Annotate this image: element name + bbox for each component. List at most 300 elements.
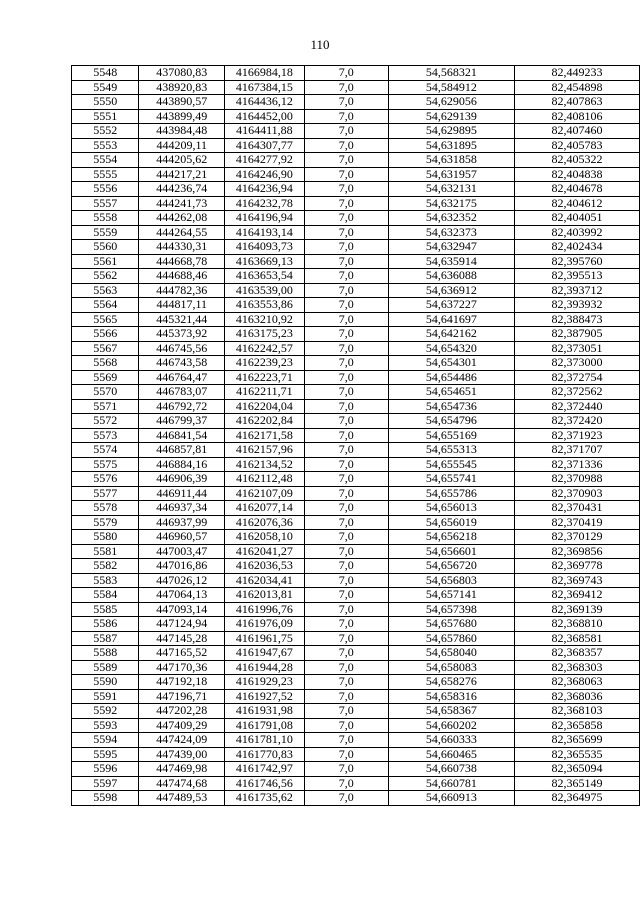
table-row: [72, 689, 640, 704]
point-number-cell: 5597: [72, 776, 139, 791]
y-coordinate-cell: 4163669,13: [225, 254, 305, 269]
longitude-cell: 82,368063: [514, 675, 639, 690]
x-coordinate-cell: 446792,72: [139, 399, 225, 414]
y-coordinate-cell: 4162107,09: [225, 486, 305, 501]
y-coordinate-cell: 4164307,77: [225, 138, 305, 153]
point-number-cell: 5554: [72, 153, 139, 168]
point-number-cell: 5586: [72, 617, 139, 632]
table-row: [72, 544, 640, 559]
point-number-cell: 5590: [72, 675, 139, 690]
value-cell: 7,0: [304, 791, 388, 806]
longitude-cell: 82,370903: [514, 486, 639, 501]
x-coordinate-cell: 446884,16: [139, 457, 225, 472]
longitude-cell: 82,373051: [514, 341, 639, 356]
point-number-cell: 5549: [72, 80, 139, 95]
longitude-cell: 82,449233: [514, 66, 639, 81]
y-coordinate-cell: 4161929,23: [225, 675, 305, 690]
value-cell: 7,0: [304, 776, 388, 791]
point-number-cell: 5552: [72, 124, 139, 139]
point-number-cell: 5567: [72, 341, 139, 356]
latitude-cell: 54,658276: [388, 675, 514, 690]
x-coordinate-cell: 447003,47: [139, 544, 225, 559]
table-row: [72, 95, 640, 110]
point-number-cell: 5561: [72, 254, 139, 269]
latitude-cell: 54,656720: [388, 559, 514, 574]
table-row: [72, 341, 640, 356]
table-row: [72, 254, 640, 269]
latitude-cell: 54,636912: [388, 283, 514, 298]
y-coordinate-cell: 4162034,41: [225, 573, 305, 588]
x-coordinate-cell: 446906,39: [139, 472, 225, 487]
y-coordinate-cell: 4162041,27: [225, 544, 305, 559]
y-coordinate-cell: 4164436,12: [225, 95, 305, 110]
latitude-cell: 54,632947: [388, 240, 514, 255]
point-number-cell: 5582: [72, 559, 139, 574]
x-coordinate-cell: 446783,07: [139, 385, 225, 400]
longitude-cell: 82,370431: [514, 501, 639, 516]
point-number-cell: 5596: [72, 762, 139, 777]
point-number-cell: 5563: [72, 283, 139, 298]
value-cell: 7,0: [304, 486, 388, 501]
table-row: [72, 211, 640, 226]
value-cell: 7,0: [304, 167, 388, 182]
y-coordinate-cell: 4161927,52: [225, 689, 305, 704]
longitude-cell: 82,372754: [514, 370, 639, 385]
point-number-cell: 5568: [72, 356, 139, 371]
longitude-cell: 82,371336: [514, 457, 639, 472]
latitude-cell: 54,658367: [388, 704, 514, 719]
value-cell: 7,0: [304, 733, 388, 748]
table-row: [72, 356, 640, 371]
x-coordinate-cell: 444330,31: [139, 240, 225, 255]
table-row: [72, 617, 640, 632]
point-number-cell: 5556: [72, 182, 139, 197]
table-row: [72, 573, 640, 588]
x-coordinate-cell: 447016,86: [139, 559, 225, 574]
value-cell: 7,0: [304, 602, 388, 617]
x-coordinate-cell: 447489,53: [139, 791, 225, 806]
x-coordinate-cell: 447409,29: [139, 718, 225, 733]
latitude-cell: 54,657398: [388, 602, 514, 617]
x-coordinate-cell: 447064,13: [139, 588, 225, 603]
x-coordinate-cell: 447145,28: [139, 631, 225, 646]
x-coordinate-cell: 446745,56: [139, 341, 225, 356]
y-coordinate-cell: 4162134,52: [225, 457, 305, 472]
latitude-cell: 54,657141: [388, 588, 514, 603]
x-coordinate-cell: 447439,00: [139, 747, 225, 762]
x-coordinate-cell: 447469,98: [139, 762, 225, 777]
longitude-cell: 82,371707: [514, 443, 639, 458]
point-number-cell: 5572: [72, 414, 139, 429]
x-coordinate-cell: 446960,57: [139, 530, 225, 545]
coordinates-table: [71, 65, 640, 806]
value-cell: 7,0: [304, 675, 388, 690]
value-cell: 7,0: [304, 762, 388, 777]
y-coordinate-cell: 4164193,14: [225, 225, 305, 240]
value-cell: 7,0: [304, 327, 388, 342]
longitude-cell: 82,372420: [514, 414, 639, 429]
table-row: [72, 646, 640, 661]
table-row: [72, 501, 640, 516]
point-number-cell: 5589: [72, 660, 139, 675]
value-cell: 7,0: [304, 240, 388, 255]
longitude-cell: 82,408106: [514, 109, 639, 124]
y-coordinate-cell: 4164236,94: [225, 182, 305, 197]
y-coordinate-cell: 4166984,18: [225, 66, 305, 81]
x-coordinate-cell: 444236,74: [139, 182, 225, 197]
value-cell: 7,0: [304, 298, 388, 313]
value-cell: 7,0: [304, 747, 388, 762]
point-number-cell: 5564: [72, 298, 139, 313]
longitude-cell: 82,365858: [514, 718, 639, 733]
latitude-cell: 54,655313: [388, 443, 514, 458]
longitude-cell: 82,369139: [514, 602, 639, 617]
latitude-cell: 54,654796: [388, 414, 514, 429]
x-coordinate-cell: 444262,08: [139, 211, 225, 226]
value-cell: 7,0: [304, 573, 388, 588]
table-row: [72, 704, 640, 719]
longitude-cell: 82,368581: [514, 631, 639, 646]
longitude-cell: 82,372440: [514, 399, 639, 414]
point-number-cell: 5562: [72, 269, 139, 284]
latitude-cell: 54,660913: [388, 791, 514, 806]
point-number-cell: 5585: [72, 602, 139, 617]
latitude-cell: 54,655741: [388, 472, 514, 487]
point-number-cell: 5559: [72, 225, 139, 240]
point-number-cell: 5571: [72, 399, 139, 414]
table-row: [72, 370, 640, 385]
point-number-cell: 5555: [72, 167, 139, 182]
y-coordinate-cell: 4163210,92: [225, 312, 305, 327]
longitude-cell: 82,371923: [514, 428, 639, 443]
point-number-cell: 5598: [72, 791, 139, 806]
y-coordinate-cell: 4162242,57: [225, 341, 305, 356]
y-coordinate-cell: 4162204,04: [225, 399, 305, 414]
x-coordinate-cell: 444817,11: [139, 298, 225, 313]
table-row: [72, 515, 640, 530]
longitude-cell: 82,369412: [514, 588, 639, 603]
y-coordinate-cell: 4161746,56: [225, 776, 305, 791]
latitude-cell: 54,654301: [388, 356, 514, 371]
longitude-cell: 82,404051: [514, 211, 639, 226]
longitude-cell: 82,393932: [514, 298, 639, 313]
longitude-cell: 82,405783: [514, 138, 639, 153]
latitude-cell: 54,660781: [388, 776, 514, 791]
latitude-cell: 54,629056: [388, 95, 514, 110]
value-cell: 7,0: [304, 414, 388, 429]
value-cell: 7,0: [304, 399, 388, 414]
latitude-cell: 54,654486: [388, 370, 514, 385]
latitude-cell: 54,636088: [388, 269, 514, 284]
y-coordinate-cell: 4164196,94: [225, 211, 305, 226]
y-coordinate-cell: 4161996,76: [225, 602, 305, 617]
longitude-cell: 82,395513: [514, 269, 639, 284]
y-coordinate-cell: 4161961,75: [225, 631, 305, 646]
longitude-cell: 82,395760: [514, 254, 639, 269]
value-cell: 7,0: [304, 631, 388, 646]
value-cell: 7,0: [304, 443, 388, 458]
latitude-cell: 54,656803: [388, 573, 514, 588]
x-coordinate-cell: 445321,44: [139, 312, 225, 327]
y-coordinate-cell: 4164452,00: [225, 109, 305, 124]
point-number-cell: 5550: [72, 95, 139, 110]
latitude-cell: 54,660333: [388, 733, 514, 748]
x-coordinate-cell: 444264,55: [139, 225, 225, 240]
x-coordinate-cell: 444205,62: [139, 153, 225, 168]
point-number-cell: 5548: [72, 66, 139, 81]
y-coordinate-cell: 4164093,73: [225, 240, 305, 255]
table-row: [72, 762, 640, 777]
latitude-cell: 54,654736: [388, 399, 514, 414]
y-coordinate-cell: 4162013,81: [225, 588, 305, 603]
longitude-cell: 82,369778: [514, 559, 639, 574]
point-number-cell: 5593: [72, 718, 139, 733]
longitude-cell: 82,368036: [514, 689, 639, 704]
longitude-cell: 82,372562: [514, 385, 639, 400]
longitude-cell: 82,404838: [514, 167, 639, 182]
value-cell: 7,0: [304, 530, 388, 545]
value-cell: 7,0: [304, 254, 388, 269]
latitude-cell: 54,631957: [388, 167, 514, 182]
latitude-cell: 54,656013: [388, 501, 514, 516]
table-row: [72, 675, 640, 690]
x-coordinate-cell: 447165,52: [139, 646, 225, 661]
latitude-cell: 54,655786: [388, 486, 514, 501]
x-coordinate-cell: 444209,11: [139, 138, 225, 153]
longitude-cell: 82,407863: [514, 95, 639, 110]
value-cell: 7,0: [304, 182, 388, 197]
x-coordinate-cell: 446937,99: [139, 515, 225, 530]
x-coordinate-cell: 446937,34: [139, 501, 225, 516]
value-cell: 7,0: [304, 66, 388, 81]
y-coordinate-cell: 4164411,88: [225, 124, 305, 139]
x-coordinate-cell: 444668,78: [139, 254, 225, 269]
latitude-cell: 54,658040: [388, 646, 514, 661]
longitude-cell: 82,404678: [514, 182, 639, 197]
table-row: [72, 414, 640, 429]
latitude-cell: 54,641697: [388, 312, 514, 327]
longitude-cell: 82,402434: [514, 240, 639, 255]
longitude-cell: 82,370988: [514, 472, 639, 487]
value-cell: 7,0: [304, 341, 388, 356]
table-row: [72, 66, 640, 81]
longitude-cell: 82,365094: [514, 762, 639, 777]
latitude-cell: 54,655169: [388, 428, 514, 443]
value-cell: 7,0: [304, 153, 388, 168]
x-coordinate-cell: 446743,58: [139, 356, 225, 371]
table-row: [72, 138, 640, 153]
x-coordinate-cell: 447093,14: [139, 602, 225, 617]
table-row: [72, 631, 640, 646]
x-coordinate-cell: 437080,83: [139, 66, 225, 81]
table-row: [72, 733, 640, 748]
value-cell: 7,0: [304, 559, 388, 574]
y-coordinate-cell: 4162112,48: [225, 472, 305, 487]
latitude-cell: 54,656601: [388, 544, 514, 559]
latitude-cell: 54,637227: [388, 298, 514, 313]
x-coordinate-cell: 443984,48: [139, 124, 225, 139]
point-number-cell: 5579: [72, 515, 139, 530]
y-coordinate-cell: 4161781,10: [225, 733, 305, 748]
point-number-cell: 5588: [72, 646, 139, 661]
table-row: [72, 327, 640, 342]
x-coordinate-cell: 447424,09: [139, 733, 225, 748]
latitude-cell: 54,657680: [388, 617, 514, 632]
table-row: [72, 747, 640, 762]
y-coordinate-cell: 4162171,58: [225, 428, 305, 443]
value-cell: 7,0: [304, 472, 388, 487]
y-coordinate-cell: 4161742,97: [225, 762, 305, 777]
point-number-cell: 5587: [72, 631, 139, 646]
y-coordinate-cell: 4161791,08: [225, 718, 305, 733]
x-coordinate-cell: 447474,68: [139, 776, 225, 791]
value-cell: 7,0: [304, 646, 388, 661]
point-number-cell: 5560: [72, 240, 139, 255]
latitude-cell: 54,660465: [388, 747, 514, 762]
longitude-cell: 82,365535: [514, 747, 639, 762]
latitude-cell: 54,642162: [388, 327, 514, 342]
point-number-cell: 5576: [72, 472, 139, 487]
latitude-cell: 54,584912: [388, 80, 514, 95]
x-coordinate-cell: 447170,36: [139, 660, 225, 675]
table-row: [72, 385, 640, 400]
table-row: [72, 298, 640, 313]
y-coordinate-cell: 4163175,23: [225, 327, 305, 342]
value-cell: 7,0: [304, 138, 388, 153]
longitude-cell: 82,368810: [514, 617, 639, 632]
y-coordinate-cell: 4161944,28: [225, 660, 305, 675]
point-number-cell: 5583: [72, 573, 139, 588]
table-row: [72, 196, 640, 211]
value-cell: 7,0: [304, 109, 388, 124]
x-coordinate-cell: 447026,12: [139, 573, 225, 588]
value-cell: 7,0: [304, 80, 388, 95]
y-coordinate-cell: 4164277,92: [225, 153, 305, 168]
table-row: [72, 443, 640, 458]
latitude-cell: 54,654320: [388, 341, 514, 356]
value-cell: 7,0: [304, 370, 388, 385]
table-row: [72, 472, 640, 487]
table-row: [72, 167, 640, 182]
page-number: 110: [310, 37, 330, 52]
x-coordinate-cell: 444782,36: [139, 283, 225, 298]
table-row: [72, 718, 640, 733]
value-cell: 7,0: [304, 544, 388, 559]
longitude-cell: 82,365699: [514, 733, 639, 748]
latitude-cell: 54,631895: [388, 138, 514, 153]
latitude-cell: 54,635914: [388, 254, 514, 269]
y-coordinate-cell: 4167384,15: [225, 80, 305, 95]
longitude-cell: 82,388473: [514, 312, 639, 327]
table-row: [72, 530, 640, 545]
longitude-cell: 82,370129: [514, 530, 639, 545]
value-cell: 7,0: [304, 211, 388, 226]
longitude-cell: 82,368103: [514, 704, 639, 719]
table-row: [72, 240, 640, 255]
table-row: [72, 124, 640, 139]
point-number-cell: 5591: [72, 689, 139, 704]
longitude-cell: 82,369856: [514, 544, 639, 559]
value-cell: 7,0: [304, 428, 388, 443]
table-row: [72, 269, 640, 284]
latitude-cell: 54,658316: [388, 689, 514, 704]
table-row: [72, 791, 640, 806]
table-row: [72, 602, 640, 617]
point-number-cell: 5575: [72, 457, 139, 472]
value-cell: 7,0: [304, 588, 388, 603]
y-coordinate-cell: 4161947,67: [225, 646, 305, 661]
value-cell: 7,0: [304, 660, 388, 675]
value-cell: 7,0: [304, 457, 388, 472]
longitude-cell: 82,404612: [514, 196, 639, 211]
latitude-cell: 54,632352: [388, 211, 514, 226]
y-coordinate-cell: 4162202,84: [225, 414, 305, 429]
y-coordinate-cell: 4162239,23: [225, 356, 305, 371]
point-number-cell: 5558: [72, 211, 139, 226]
latitude-cell: 54,656218: [388, 530, 514, 545]
table-row: [72, 588, 640, 603]
value-cell: 7,0: [304, 225, 388, 240]
table-row: [72, 559, 640, 574]
value-cell: 7,0: [304, 515, 388, 530]
x-coordinate-cell: 447192,18: [139, 675, 225, 690]
longitude-cell: 82,369743: [514, 573, 639, 588]
table-row: [72, 457, 640, 472]
value-cell: 7,0: [304, 356, 388, 371]
longitude-cell: 82,370419: [514, 515, 639, 530]
table-row: [72, 399, 640, 414]
point-number-cell: 5570: [72, 385, 139, 400]
y-coordinate-cell: 4164232,78: [225, 196, 305, 211]
table-row: [72, 776, 640, 791]
latitude-cell: 54,658083: [388, 660, 514, 675]
point-number-cell: 5592: [72, 704, 139, 719]
table-row: [72, 109, 640, 124]
point-number-cell: 5569: [72, 370, 139, 385]
point-number-cell: 5553: [72, 138, 139, 153]
value-cell: 7,0: [304, 283, 388, 298]
value-cell: 7,0: [304, 704, 388, 719]
table-row: [72, 153, 640, 168]
value-cell: 7,0: [304, 269, 388, 284]
x-coordinate-cell: 443890,57: [139, 95, 225, 110]
y-coordinate-cell: 4162058,10: [225, 530, 305, 545]
y-coordinate-cell: 4161735,62: [225, 791, 305, 806]
latitude-cell: 54,660202: [388, 718, 514, 733]
longitude-cell: 82,403992: [514, 225, 639, 240]
table-row: [72, 312, 640, 327]
x-coordinate-cell: 447124,94: [139, 617, 225, 632]
y-coordinate-cell: 4163653,54: [225, 269, 305, 284]
value-cell: 7,0: [304, 312, 388, 327]
x-coordinate-cell: 444688,46: [139, 269, 225, 284]
longitude-cell: 82,373000: [514, 356, 639, 371]
point-number-cell: 5574: [72, 443, 139, 458]
table-row: [72, 80, 640, 95]
longitude-cell: 82,387905: [514, 327, 639, 342]
x-coordinate-cell: 438920,83: [139, 80, 225, 95]
table-row: [72, 428, 640, 443]
longitude-cell: 82,368303: [514, 660, 639, 675]
point-number-cell: 5580: [72, 530, 139, 545]
x-coordinate-cell: 446841,54: [139, 428, 225, 443]
point-number-cell: 5594: [72, 733, 139, 748]
longitude-cell: 82,365149: [514, 776, 639, 791]
point-number-cell: 5565: [72, 312, 139, 327]
value-cell: 7,0: [304, 95, 388, 110]
y-coordinate-cell: 4161770,83: [225, 747, 305, 762]
latitude-cell: 54,629895: [388, 124, 514, 139]
